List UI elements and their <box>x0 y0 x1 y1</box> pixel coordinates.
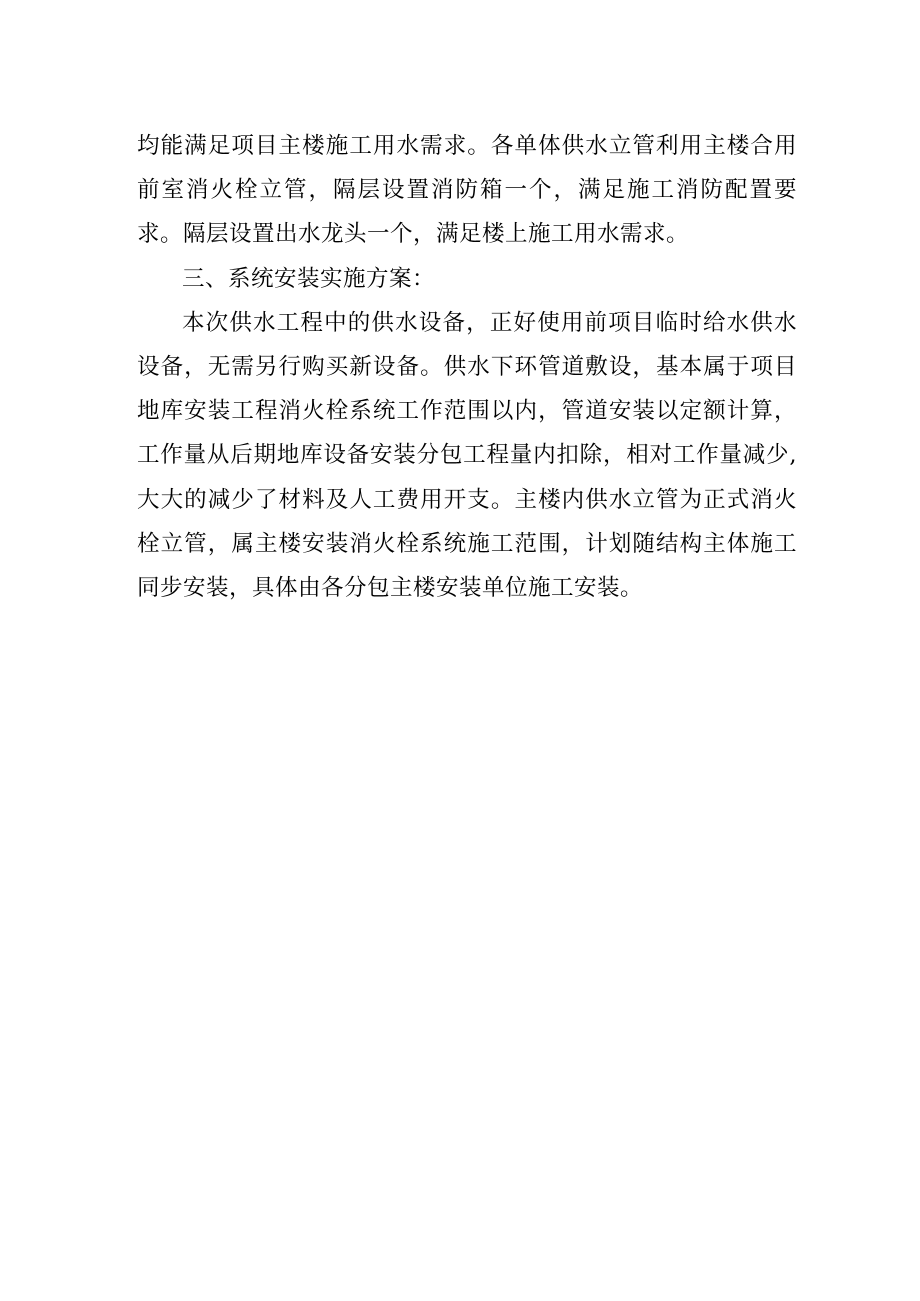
document-body <box>137 124 797 610</box>
paragraph-installation-details: 本次供水工程中的供水设备，正好使用前项目临时给水供水设备，无需另行购买新设备。供水下环管道敷设，基本属于项目地库安装工程消火栓系统工作范围以内，管道安装以定额计算，工作量从后期地库设备安装分包工程量内扣除，相对工作量减少,大大的减少了材料及人工费用开支。主楼内供水立管为正式消火栓立管，属主楼安装消火栓系统施工范围，计划随结构主体施工同步安装，具体由各分包主楼安装单位施工安装。 <box>137 309 797 602</box>
paragraph-water-supply-continuation: 均能满足项目主楼施工用水需求。各单体供水立管利用主楼合用前室消火栓立管，隔层设置消防箱一个，满足施工消防配置要求。隔层设置出水龙头一个，满足楼上施工用水需求。 <box>137 133 797 248</box>
section-heading-installation-plan: 三、系统安装实施方案： <box>182 265 436 292</box>
